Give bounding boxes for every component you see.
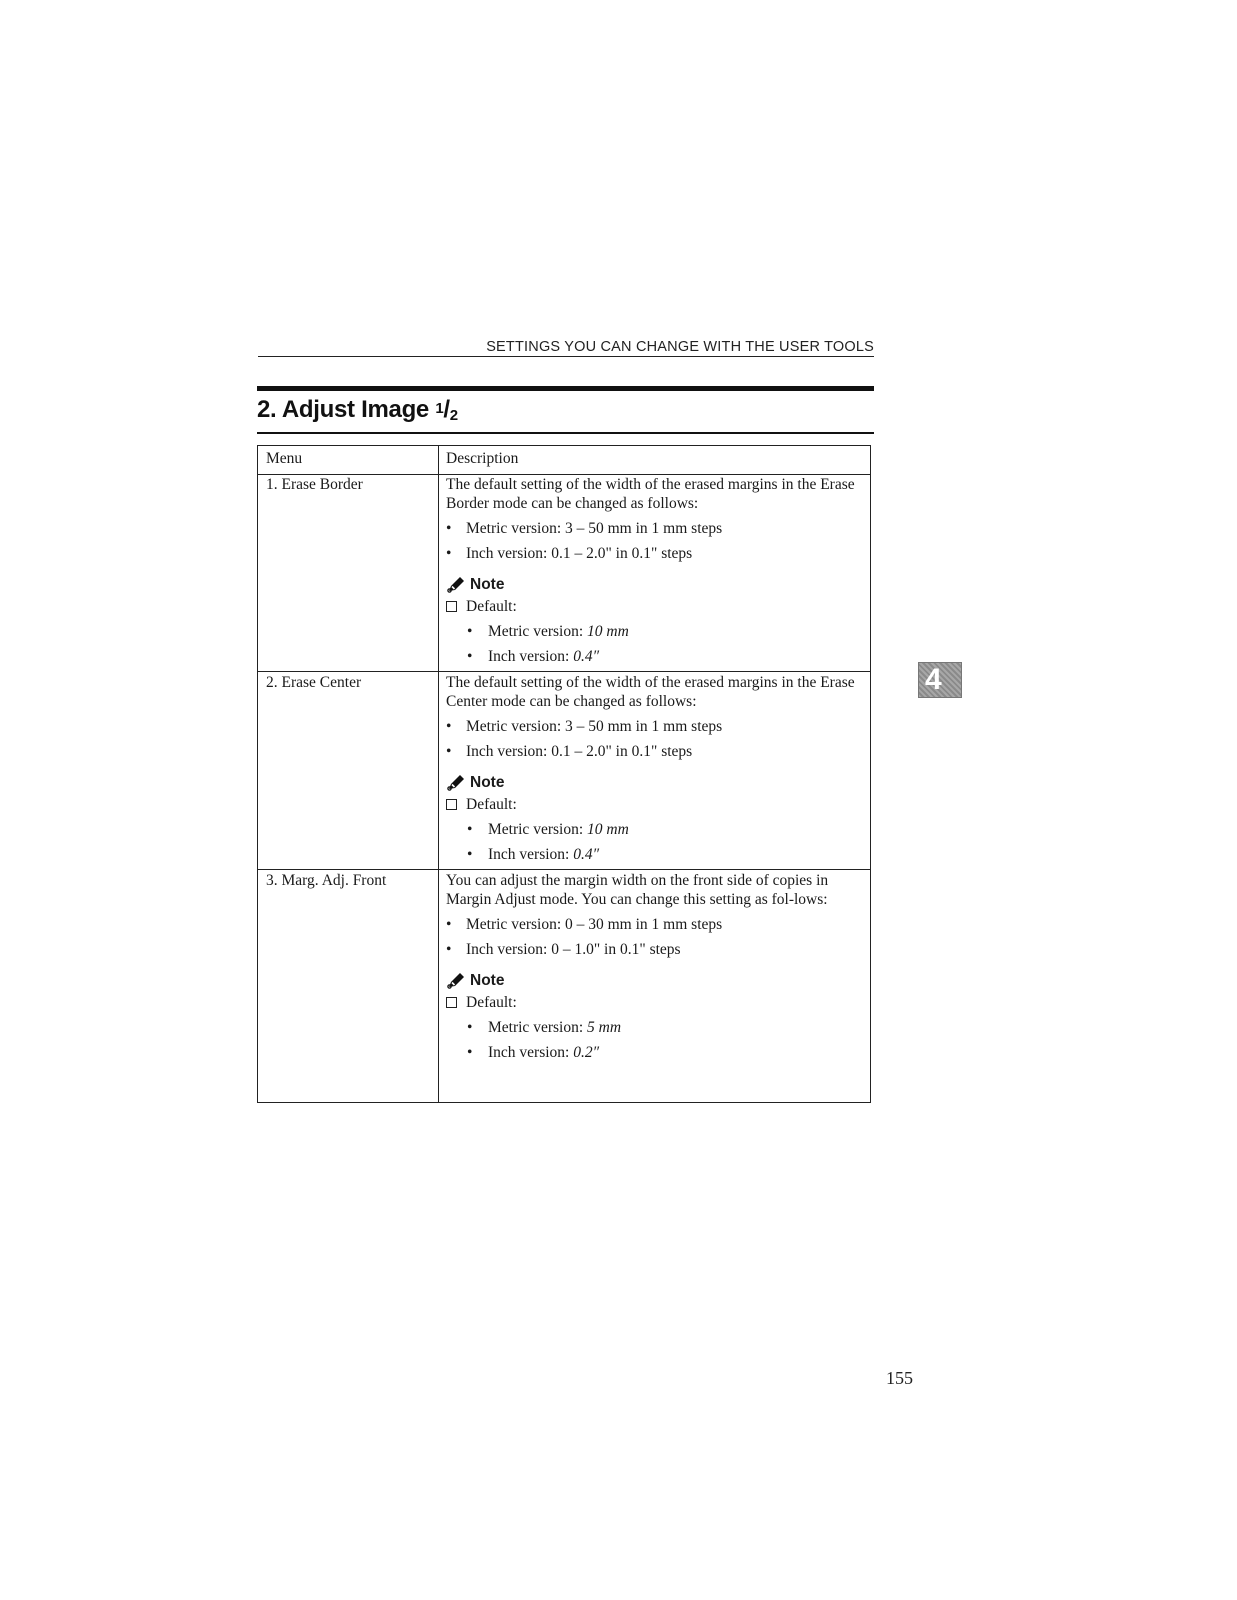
description-intro: You can adjust the margin width on the front side of copies in Margin Adjust mode. You can change this setting as fol-lows:	[446, 872, 829, 908]
section-title-rule	[257, 432, 874, 434]
menu-item-marg-adj-front: 3. Marg. Adj. Front	[266, 872, 387, 889]
inch-value: 0.4″	[573, 846, 600, 863]
note-label: Note	[470, 972, 505, 989]
list-item: • Inch version: 0.1 – 2.0" in 0.1" steps	[446, 545, 693, 562]
metric-value: 10 mm	[587, 821, 629, 838]
checkbox-icon	[446, 601, 457, 612]
bullet-text: Metric version: 0 – 30 mm in 1 mm steps	[466, 916, 723, 933]
settings-table	[257, 445, 871, 1103]
list-item: • Inch version: 0 – 1.0" in 0.1" steps	[446, 941, 681, 958]
menu-item-erase-border: 1. Erase Border	[266, 476, 363, 493]
list-item: • Inch version: 0.4″	[467, 648, 600, 665]
chapter-tab-number: 4	[925, 663, 942, 696]
fraction-numerator: 1	[435, 400, 444, 417]
list-item: • Inch version: 0.4″	[467, 846, 600, 863]
description-erase-border	[446, 475, 866, 672]
inch-label: Inch version:	[488, 846, 574, 863]
page-number: 155	[886, 1368, 913, 1388]
row-divider	[258, 869, 870, 870]
default-label: Default:	[466, 994, 517, 1011]
metric-label: Metric version:	[488, 1019, 588, 1036]
metric-label: Metric version:	[488, 821, 588, 838]
menu-item-erase-center: 2. Erase Center	[266, 674, 362, 691]
bullet-text: Inch version: 0.1 – 2.0" in 0.1" steps	[466, 545, 693, 562]
column-divider	[438, 446, 439, 1102]
checkbox-icon	[446, 997, 457, 1008]
chapter-tab	[918, 662, 962, 698]
header-description: Description	[446, 450, 519, 467]
metric-label: Metric version:	[488, 623, 588, 640]
description-marg-adj-front	[446, 871, 866, 1068]
list-item: • Metric version: 0 – 30 mm in 1 mm steps	[446, 916, 723, 933]
note-heading	[446, 575, 866, 594]
bullet-text: Inch version: 0.1 – 2.0" in 0.1" steps	[466, 743, 693, 760]
bullet-text: Metric version: 3 – 50 mm in 1 mm steps	[466, 520, 723, 537]
checkbox-item	[446, 597, 866, 616]
bullet-text: Metric version: 3 – 50 mm in 1 mm steps	[466, 718, 723, 735]
list-item: • Metric version: 10 mm	[467, 623, 629, 640]
pencil-note-icon	[446, 774, 466, 792]
running-header-text: SETTINGS YOU CAN CHANGE WITH THE USER TOOLS	[486, 339, 874, 355]
metric-value: 5 mm	[587, 1019, 622, 1036]
row-divider	[258, 671, 870, 672]
description-intro: The default setting of the width of the erased margins in the Erase Border mode can be changed as follows:	[446, 476, 855, 512]
inch-value: 0.4″	[573, 648, 600, 665]
list-item: • Metric version: 3 – 50 mm in 1 mm steps	[446, 520, 723, 537]
running-header	[258, 336, 874, 357]
inch-label: Inch version:	[488, 648, 574, 665]
description-intro: The default setting of the width of the erased margins in the Erase Center mode can be changed as follows:	[446, 674, 855, 710]
list-item: • Metric version: 5 mm	[467, 1019, 622, 1036]
fraction-denominator: 2	[449, 407, 458, 424]
section-title: 2. Adjust Image $^1/_2$	[257, 396, 458, 424]
note-heading	[446, 773, 866, 792]
bullet-text: Inch version: 0 – 1.0" in 0.1" steps	[466, 941, 681, 958]
list-item: • Inch version: 0.2″	[467, 1044, 600, 1061]
list-item: • Metric version: 3 – 50 mm in 1 mm steps	[446, 718, 723, 735]
list-item: • Inch version: 0.1 – 2.0" in 0.1" steps	[446, 743, 693, 760]
section-title-text: 2. Adjust Image	[257, 396, 436, 423]
checkbox-item	[446, 795, 866, 814]
inch-label: Inch version:	[488, 1044, 574, 1061]
note-label: Note	[470, 774, 505, 791]
section-top-rule	[257, 386, 874, 391]
checkbox-icon	[446, 799, 457, 810]
checkbox-item	[446, 993, 866, 1012]
header-menu: Menu	[266, 450, 303, 467]
note-label: Note	[470, 576, 505, 593]
metric-value: 10 mm	[587, 623, 629, 640]
default-label: Default:	[466, 796, 517, 813]
default-label: Default:	[466, 598, 517, 615]
inch-value: 0.2″	[573, 1044, 600, 1061]
note-heading	[446, 971, 866, 990]
list-item: • Metric version: 10 mm	[467, 821, 629, 838]
pencil-note-icon	[446, 972, 466, 990]
pencil-note-icon	[446, 576, 466, 594]
description-erase-center	[446, 673, 866, 870]
